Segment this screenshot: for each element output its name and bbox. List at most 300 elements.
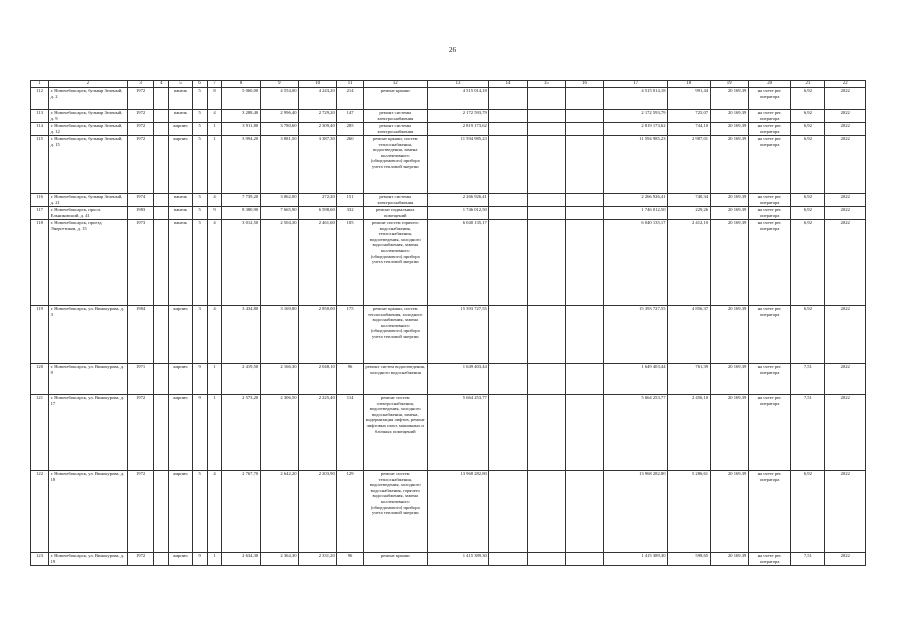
column-number-9: 9 xyxy=(260,81,298,88)
floors-cell: 5 xyxy=(192,194,207,207)
year-built-cell: 1972 xyxy=(127,123,154,136)
address-cell: г. Новочебоксарск, бульвар Зеленый, д. 2 xyxy=(49,88,128,110)
premises-area-cell: 3 169,80 xyxy=(260,306,298,364)
residents-cell: 96 xyxy=(337,364,364,395)
cost-limit-cell: 20 169,39 xyxy=(710,136,748,194)
rate-cell: 6,92 xyxy=(791,207,825,220)
cost-fund-cell xyxy=(489,110,527,123)
cost-limit-cell: 20 169,39 xyxy=(710,364,748,395)
year-built-cell: 1971 xyxy=(127,364,154,395)
rate-cell: 7,51 xyxy=(791,364,825,395)
entrances-cell: 4 xyxy=(207,194,222,207)
cost-total-cell: 2 172 593,79 xyxy=(427,110,489,123)
column-number-20: 20 xyxy=(748,81,791,88)
row-number: 118 xyxy=(31,220,49,306)
header-number-row xyxy=(31,81,866,88)
residents-cell: 175 xyxy=(337,306,364,364)
premises-area-cell: 2 996,40 xyxy=(260,110,298,123)
fund-method-cell: на счете рег. оператора xyxy=(748,306,791,364)
address-cell: г. Новочебоксарск, ул. Винокурова, д. 18 xyxy=(49,471,128,553)
floors-cell: 5 xyxy=(192,110,207,123)
cost-per-m2-cell: 598,65 xyxy=(668,553,711,566)
column-number-1: 1 xyxy=(31,81,49,88)
year-built-cell: 1972 xyxy=(127,471,154,553)
rate-cell: 7,51 xyxy=(791,395,825,471)
year-built-cell: 1972 xyxy=(127,395,154,471)
cost-total-cell: 6 040 135,17 xyxy=(427,220,489,306)
residential-area-cell: 2 048,10 xyxy=(298,364,336,395)
year-renovated-cell xyxy=(154,395,169,471)
cost-per-m2-cell: 229,26 xyxy=(668,207,711,220)
plan-year-cell: 2022 xyxy=(825,395,866,471)
rate-cell: 6,92 xyxy=(791,306,825,364)
plan-year-cell: 2022 xyxy=(825,364,866,395)
address-cell: г. Новочебоксарск, бульвар Зеленый, д. 21 xyxy=(49,194,128,207)
wall-material-cell: панель xyxy=(169,110,192,123)
page-number: 26 xyxy=(449,46,456,54)
row-number: 119 xyxy=(31,306,49,364)
address-cell: г. Новочебоксарск, ул. Винокурова, д. 19 xyxy=(49,553,128,566)
cost-owners-cell: 1 415 389,30 xyxy=(604,553,668,566)
cost-total-cell: 1 746 012,50 xyxy=(427,207,489,220)
year-renovated-cell xyxy=(154,364,169,395)
cost-local-cell xyxy=(565,220,603,306)
total-area-cell: 2 767,70 xyxy=(222,471,260,553)
cost-per-m2-cell: 991,44 xyxy=(668,88,711,110)
residential-area-cell: 2 461,60 xyxy=(298,220,336,306)
residential-area-cell: 3 387,30 xyxy=(298,136,336,194)
entrances-cell: 1 xyxy=(207,395,222,471)
cost-limit-cell: 20 169,39 xyxy=(710,123,748,136)
work-type-cell: ремонт системы электроснабжения xyxy=(363,194,427,207)
floors-cell: 5 xyxy=(192,88,207,110)
column-number-21: 21 xyxy=(791,81,825,88)
floors-cell: 5 xyxy=(192,136,207,194)
cost-per-m2-cell: 740,34 xyxy=(668,194,711,207)
cost-fund-cell xyxy=(489,553,527,566)
cost-owners-cell: 2 172 593,79 xyxy=(604,110,668,123)
cost-budget-cell xyxy=(527,220,565,306)
floors-cell: 5 xyxy=(192,207,207,220)
entrances-cell: 4 xyxy=(207,471,222,553)
cost-total-cell: 15 393 727,55 xyxy=(427,306,489,364)
cost-total-cell: 4 515 014,18 xyxy=(427,88,489,110)
residents-cell: 332 xyxy=(337,207,364,220)
cost-per-m2-cell: 2 456,10 xyxy=(668,395,711,471)
premises-area-cell: 2 642,20 xyxy=(260,471,298,553)
rate-cell: 6,92 xyxy=(791,123,825,136)
row-number: 112 xyxy=(31,88,49,110)
cost-local-cell xyxy=(565,88,603,110)
cost-owners-cell: 1 649 403,44 xyxy=(604,364,668,395)
year-renovated-cell xyxy=(154,471,169,553)
year-renovated-cell xyxy=(154,136,169,194)
year-renovated-cell xyxy=(154,306,169,364)
cost-owners-cell: 15 393 727,55 xyxy=(604,306,668,364)
plan-year-cell: 2022 xyxy=(825,207,866,220)
cost-total-cell: 13 968 282,80 xyxy=(427,471,489,553)
wall-material-cell: панель xyxy=(169,220,192,306)
row-number: 121 xyxy=(31,395,49,471)
wall-material-cell: кирпич xyxy=(169,136,192,194)
plan-year-cell: 2022 xyxy=(825,88,866,110)
rate-cell: 6,92 xyxy=(791,471,825,553)
year-built-cell: 1974 xyxy=(127,194,154,207)
column-number-5: 5 xyxy=(169,81,192,88)
work-type-cell: ремонт крыши xyxy=(363,88,427,110)
address-cell: г. Новочебоксарск, ул. Винокурова, д. 17 xyxy=(49,395,128,471)
rate-cell: 6,92 xyxy=(791,110,825,123)
total-area-cell: 5 060,00 xyxy=(222,88,260,110)
total-area-cell: 3 911,80 xyxy=(222,123,260,136)
row-number: 116 xyxy=(31,194,49,207)
fund-method-cell: на счете рег. оператора xyxy=(748,395,791,471)
year-renovated-cell xyxy=(154,123,169,136)
year-renovated-cell xyxy=(154,553,169,566)
cost-budget-cell xyxy=(527,194,565,207)
work-type-cell: ремонт крыши xyxy=(363,553,427,566)
work-type-cell: ремонт системы электроснабжения xyxy=(363,110,427,123)
premises-area-cell: 2 306,50 xyxy=(260,395,298,471)
table-row xyxy=(31,220,866,306)
entrances-cell: 4 xyxy=(207,110,222,123)
cost-fund-cell xyxy=(489,136,527,194)
cost-fund-cell xyxy=(489,395,527,471)
address-cell: г. Новочебоксарск, бульвар Зеленый, д. 12 xyxy=(49,123,128,136)
year-renovated-cell xyxy=(154,207,169,220)
fund-method-cell: на счете рег. оператора xyxy=(748,123,791,136)
cost-total-cell: 1 415 389,30 xyxy=(427,553,489,566)
floors-cell: 5 xyxy=(192,220,207,306)
year-built-cell: 1983 xyxy=(127,207,154,220)
rate-cell: 6,92 xyxy=(791,136,825,194)
address-cell: г. Новочебоксарск, бульвар Зеленый, д. 9 xyxy=(49,110,128,123)
cost-local-cell xyxy=(565,364,603,395)
cost-local-cell xyxy=(565,136,603,194)
cost-owners-cell: 2 819 173,62 xyxy=(604,123,668,136)
entrances-cell: 4 xyxy=(207,306,222,364)
residents-cell: 114 xyxy=(337,395,364,471)
cost-fund-cell xyxy=(489,123,527,136)
wall-material-cell: кирпич xyxy=(169,306,192,364)
work-type-cell: ремонт подвальных помещений xyxy=(363,207,427,220)
column-number-2: 2 xyxy=(49,81,128,88)
cost-budget-cell xyxy=(527,136,565,194)
wall-material-cell: панель xyxy=(169,207,192,220)
entrances-cell: 9 xyxy=(207,207,222,220)
plan-year-cell: 2022 xyxy=(825,136,866,194)
cost-local-cell xyxy=(565,123,603,136)
total-area-cell: 8 380,90 xyxy=(222,207,260,220)
residents-cell: 96 xyxy=(337,553,364,566)
total-area-cell: 3 434,80 xyxy=(222,306,260,364)
column-number-12: 12 xyxy=(363,81,427,88)
cost-limit-cell: 20 169,39 xyxy=(710,306,748,364)
floors-cell: 3 xyxy=(192,306,207,364)
rate-cell: 6,92 xyxy=(791,88,825,110)
cost-total-cell: 11 594 985,23 xyxy=(427,136,489,194)
entrances-cell: 1 xyxy=(207,553,222,566)
year-built-cell: 1972 xyxy=(127,110,154,123)
column-number-13: 13 xyxy=(427,81,489,88)
work-type-cell: ремонт систем электроснабжения, водоотведения, холодного водоснабжения, замена, модернизация лифтов, ремонт лифтовых шахт, машинных и блочных помещений xyxy=(363,395,427,471)
residents-cell: 151 xyxy=(337,194,364,207)
table-row xyxy=(31,471,866,553)
wall-material-cell: кирпич xyxy=(169,395,192,471)
cost-total-cell: 1 649 403,44 xyxy=(427,364,489,395)
column-number-4: 4 xyxy=(154,81,169,88)
address-cell: г. Новочебоксарск, бульвар Зеленый, д. 15 xyxy=(49,136,128,194)
plan-year-cell: 2022 xyxy=(825,471,866,553)
cost-total-cell: 2 819 173,62 xyxy=(427,123,489,136)
fund-method-cell: на счете рег. оператора xyxy=(748,471,791,553)
floors-cell: 5 xyxy=(192,471,207,553)
premises-area-cell: 3 780,60 xyxy=(260,123,298,136)
address-cell: г. Новочебоксарск, ул. Винокурова, д. 3 xyxy=(49,306,128,364)
rate-cell: 7,51 xyxy=(791,553,825,566)
floors-cell: 5 xyxy=(192,123,207,136)
residents-cell: 285 xyxy=(337,123,364,136)
cost-budget-cell xyxy=(527,123,565,136)
floors-cell: 9 xyxy=(192,553,207,566)
work-type-cell: ремонт крыши, систем теплоснабжения, холодного водоснабжения, замена коллективного (общедомового) прибора учета тепловой энергии xyxy=(363,306,427,364)
row-number: 122 xyxy=(31,471,49,553)
cost-limit-cell: 20 169,39 xyxy=(710,220,748,306)
table-row xyxy=(31,123,866,136)
residential-area-cell: 2 331,20 xyxy=(298,553,336,566)
address-cell: г. Новочебоксарск, просп. Ельниковский, д. 41 xyxy=(49,207,128,220)
rate-cell: 6,92 xyxy=(791,194,825,207)
capital-repair-table xyxy=(30,80,866,566)
floors-cell: 9 xyxy=(192,395,207,471)
year-renovated-cell xyxy=(154,110,169,123)
cost-per-m2-cell: 2 987,01 xyxy=(668,136,711,194)
residents-cell: 214 xyxy=(337,88,364,110)
wall-material-cell: панель xyxy=(169,88,192,110)
cost-limit-cell: 20 169,39 xyxy=(710,194,748,207)
cost-budget-cell xyxy=(527,306,565,364)
cost-fund-cell xyxy=(489,194,527,207)
entrances-cell: 1 xyxy=(207,123,222,136)
floors-cell: 9 xyxy=(192,364,207,395)
year-built-cell: 1984 xyxy=(127,306,154,364)
cost-limit-cell: 20 169,39 xyxy=(710,110,748,123)
column-number-22: 22 xyxy=(825,81,866,88)
row-number: 123 xyxy=(31,553,49,566)
cost-total-cell: 5 664 253,77 xyxy=(427,395,489,471)
cost-local-cell xyxy=(565,194,603,207)
wall-material-cell: кирпич xyxy=(169,553,192,566)
cost-fund-cell xyxy=(489,364,527,395)
cost-per-m2-cell: 744,10 xyxy=(668,123,711,136)
residential-area-cell: 2 729,20 xyxy=(298,110,336,123)
cost-owners-cell: 13 968 282,80 xyxy=(604,471,668,553)
column-number-17: 17 xyxy=(604,81,668,88)
total-area-cell: 2 419,50 xyxy=(222,364,260,395)
premises-area-cell: 2 504,30 xyxy=(260,220,298,306)
row-number: 117 xyxy=(31,207,49,220)
work-type-cell: ремонт крыши, систем теплоснабжения, водоотведения, замена коллективного (общедомового) прибора учета тепловой энергии xyxy=(363,136,427,194)
wall-material-cell: кирпич xyxy=(169,123,192,136)
year-renovated-cell xyxy=(154,88,169,110)
cost-per-m2-cell: 725,07 xyxy=(668,110,711,123)
cost-local-cell xyxy=(565,395,603,471)
cost-limit-cell: 20 169,39 xyxy=(710,207,748,220)
row-number: 115 xyxy=(31,136,49,194)
total-area-cell: 7 739,20 xyxy=(222,194,260,207)
rate-cell: 6,92 xyxy=(791,220,825,306)
cost-owners-cell: 2 266 926,41 xyxy=(604,194,668,207)
year-renovated-cell xyxy=(154,220,169,306)
table-row xyxy=(31,395,866,471)
plan-year-cell: 2022 xyxy=(825,553,866,566)
fund-method-cell: на счете рег. оператора xyxy=(748,136,791,194)
premises-area-cell: 3 881,50 xyxy=(260,136,298,194)
cost-local-cell xyxy=(565,306,603,364)
cost-total-cell: 2 266 926,41 xyxy=(427,194,489,207)
column-number-11: 11 xyxy=(337,81,364,88)
entrances-cell: 8 xyxy=(207,88,222,110)
residential-area-cell: 6 598,60 xyxy=(298,207,336,220)
cost-budget-cell xyxy=(527,207,565,220)
address-cell: г. Новочебоксарск, ул. Винокурова, д. 9 xyxy=(49,364,128,395)
cost-per-m2-cell: 761,39 xyxy=(668,364,711,395)
column-number-3: 3 xyxy=(127,81,154,88)
fund-method-cell: на счете рег. оператора xyxy=(748,364,791,395)
residents-cell: 129 xyxy=(337,471,364,553)
fund-method-cell: на счете рег. оператора xyxy=(748,553,791,566)
residential-area-cell: 4 243,20 xyxy=(298,88,336,110)
total-area-cell: 2 573,20 xyxy=(222,395,260,471)
total-area-cell: 3 994,20 xyxy=(222,136,260,194)
total-area-cell: 3 012,50 xyxy=(222,220,260,306)
table-row xyxy=(31,553,866,566)
entrances-cell: 1 xyxy=(207,136,222,194)
entrances-cell: 4 xyxy=(207,220,222,306)
table-row xyxy=(31,136,866,194)
premises-area-cell: 4 554,00 xyxy=(260,88,298,110)
residents-cell: 105 xyxy=(337,220,364,306)
cost-local-cell xyxy=(565,110,603,123)
column-number-15: 15 xyxy=(527,81,565,88)
cost-limit-cell: 20 169,39 xyxy=(710,471,748,553)
fund-method-cell: на счете рег. оператора xyxy=(748,88,791,110)
year-built-cell: 1972 xyxy=(127,136,154,194)
plan-year-cell: 2022 xyxy=(825,110,866,123)
cost-local-cell xyxy=(565,471,603,553)
cost-limit-cell: 20 169,39 xyxy=(710,553,748,566)
residential-area-cell: 272,20 xyxy=(298,194,336,207)
total-area-cell: 2 634,30 xyxy=(222,553,260,566)
year-built-cell: 1972 xyxy=(127,88,154,110)
column-number-8: 8 xyxy=(222,81,260,88)
fund-method-cell: на счете рег. оператора xyxy=(748,207,791,220)
cost-per-m2-cell: 5 286,61 xyxy=(668,471,711,553)
work-type-cell: ремонт систем горячего водоснабжения, теплоснабжения, водоотведения, холодного водоснабжения, замена коллективного (общедомового) прибора учета тепловой энергии xyxy=(363,220,427,306)
total-area-cell: 3 288,40 xyxy=(222,110,260,123)
residential-area-cell: 2 225,40 xyxy=(298,395,336,471)
wall-material-cell: кирпич xyxy=(169,364,192,395)
premises-area-cell: 2 166,30 xyxy=(260,364,298,395)
table-row xyxy=(31,110,866,123)
column-number-19: 19 xyxy=(710,81,748,88)
year-built-cell: 1972 xyxy=(127,553,154,566)
work-type-cell: ремонт систем водоотведения, холодного водоснабжения xyxy=(363,364,427,395)
year-renovated-cell xyxy=(154,194,169,207)
cost-budget-cell xyxy=(527,110,565,123)
premises-area-cell: 3 062,00 xyxy=(260,194,298,207)
row-number: 114 xyxy=(31,123,49,136)
cost-limit-cell: 20 169,39 xyxy=(710,88,748,110)
table-row xyxy=(31,88,866,110)
cost-budget-cell xyxy=(527,364,565,395)
fund-method-cell: на счете рег. оператора xyxy=(748,110,791,123)
cost-fund-cell xyxy=(489,471,527,553)
table-row xyxy=(31,194,866,207)
residential-area-cell: 2 309,40 xyxy=(298,123,336,136)
wall-material-cell: кирпич xyxy=(169,471,192,553)
cost-budget-cell xyxy=(527,88,565,110)
cost-fund-cell xyxy=(489,306,527,364)
residents-cell: 147 xyxy=(337,110,364,123)
table-row xyxy=(31,306,866,364)
column-number-6: 6 xyxy=(192,81,207,88)
row-number: 113 xyxy=(31,110,49,123)
column-number-10: 10 xyxy=(298,81,336,88)
cost-fund-cell xyxy=(489,88,527,110)
plan-year-cell: 2022 xyxy=(825,306,866,364)
residential-area-cell: 2 850,00 xyxy=(298,306,336,364)
cost-owners-cell: 6 040 135,17 xyxy=(604,220,668,306)
cost-owners-cell: 1 746 012,50 xyxy=(604,207,668,220)
cost-owners-cell: 11 594 985,23 xyxy=(604,136,668,194)
cost-owners-cell: 5 664 253,77 xyxy=(604,395,668,471)
cost-local-cell xyxy=(565,207,603,220)
table-row xyxy=(31,207,866,220)
fund-method-cell: на счете рег. оператора xyxy=(748,194,791,207)
cost-budget-cell xyxy=(527,553,565,566)
table-row xyxy=(31,364,866,395)
premises-area-cell: 2 364,30 xyxy=(260,553,298,566)
cost-fund-cell xyxy=(489,207,527,220)
cost-local-cell xyxy=(565,553,603,566)
cost-per-m2-cell: 4 856,37 xyxy=(668,306,711,364)
year-built-cell: 1973 xyxy=(127,220,154,306)
work-type-cell: ремонт систем теплоснабжения, водоотведения, холодного водоснабжения, горячего водоснабжения, замена коллективного (общедомового) прибора учета тепловой энергии xyxy=(363,471,427,553)
cost-limit-cell: 20 169,39 xyxy=(710,395,748,471)
plan-year-cell: 2022 xyxy=(825,220,866,306)
plan-year-cell: 2022 xyxy=(825,194,866,207)
premises-area-cell: 7 665,90 xyxy=(260,207,298,220)
column-number-7: 7 xyxy=(207,81,222,88)
cost-budget-cell xyxy=(527,395,565,471)
column-number-14: 14 xyxy=(489,81,527,88)
column-number-16: 16 xyxy=(565,81,603,88)
cost-fund-cell xyxy=(489,220,527,306)
table-body xyxy=(31,81,866,566)
address-cell: г. Новочебоксарск, проезд Энергетиков, д. 15 xyxy=(49,220,128,306)
wall-material-cell: панель xyxy=(169,194,192,207)
cost-owners-cell: 4 515 014,18 xyxy=(604,88,668,110)
work-type-cell: ремонт системы электроснабжения xyxy=(363,123,427,136)
cost-per-m2-cell: 2 412,10 xyxy=(668,220,711,306)
column-number-18: 18 xyxy=(668,81,711,88)
cost-budget-cell xyxy=(527,471,565,553)
row-number: 120 xyxy=(31,364,49,395)
plan-year-cell: 2022 xyxy=(825,123,866,136)
residential-area-cell: 2 203,90 xyxy=(298,471,336,553)
fund-method-cell: на счете рег. оператора xyxy=(748,220,791,306)
